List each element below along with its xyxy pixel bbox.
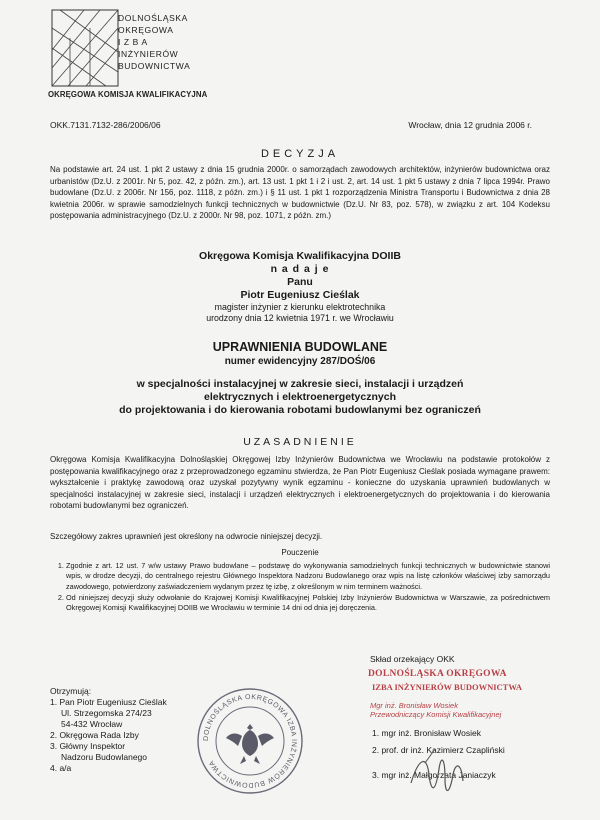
instructions-title: Pouczenie [281, 548, 319, 557]
license-block [50, 340, 550, 368]
logo-line: BUDOWNICTWA [118, 61, 191, 71]
grant-verb: n a d a j e [270, 263, 330, 275]
legal-basis: Na podstawie art. 24 ust. 1 pkt 2 ustawy z dnia 15 grudnia 2000r. o samorządach zawodowych architektów, inżynierów budownictwa oraz urbanistów (Dz.U. z 2001r. Nr 5, poz. 42, z późn. zm.), art. 13 ust. 1 pkt 1 i 2 i ust. 2, art. 14 ust. 1 pkt 5 ustawy z dnia 7 lipca 1994r. Prawo budowlane (Dz.U. z 2006r. Nr 156, poz. 1118, z późn. zm.) i § 11 ust. 1 pkt 1 rozporządzenia Ministra Transportu i Budownictwa z dnia 28 kwietnia 2006r. w sprawie samodzielnych funkcji technicznych w budownictwie (Dz.U. Nr 83, poz. 578), w związku z art. 104 Kodeksu postępowania administracyjnego (Dz.U. z 2000r. Nr 98, poz. 1071, z późn. zm.) [50, 165, 550, 220]
grant-block [50, 250, 550, 324]
recipient-line: Nadzoru Budowlanego [61, 752, 148, 762]
instruction-item: 2. Od niniejszej decyzji służy odwołanie do Krajowej Komisji Kwalifikacyjnej Polskiej Izby Inżynierów Budownictwa w Warszawie, za pośrednictwem Okręgowej Komisji Kwalifikacyjnej DOIIB we Wrocławiu w terminie 14 dni od dnia jej doręczenia. [66, 593, 550, 614]
stamp-line: Mgr inż. Bronisław Wosiek [370, 701, 458, 710]
justification-title: UZASADNIENIE [243, 436, 357, 448]
recipients-title: Otrzymują: [50, 686, 92, 696]
reference-number: OKK.7131.7132-286/2006/06 [50, 120, 161, 130]
logo-text [118, 12, 190, 72]
issue-date: Wrocław, dnia 12 grudnia 2006 r. [408, 120, 532, 130]
scope-line: w specjalności instalacyjnej w zakresie sieci, instalacji i urządzeń [136, 378, 464, 390]
recipient-line: 1. Pan Piotr Eugeniusz Cieślak [50, 697, 167, 707]
salutation: Panu [287, 276, 313, 288]
recipient-name: Piotr Eugeniusz Cieślak [240, 289, 360, 301]
license-scope [50, 378, 550, 417]
logo-caption: OKRĘGOWA KOMISJA KWALIFIKACYJNA [48, 90, 208, 99]
birth-info: urodzony dnia 12 kwietnia 1971 r. we Wrocławiu [206, 313, 394, 323]
logo-line: DOLNOŚLĄSKA [118, 13, 188, 23]
committee-member: 1. mgr inż. Bronisław Wosiek [372, 728, 481, 738]
stamp-line: IZBA INŻYNIERÓW BUDOWNICTWA [372, 682, 523, 692]
document-title: DECYZJA [260, 148, 340, 160]
recipient-line: 4. a/a [50, 763, 72, 773]
recipient-line: 54-432 Wrocław [61, 719, 123, 729]
justification-detail: Szczegółowy zakres uprawnień jest określony na odwrocie niniejszej decyzji. [50, 532, 323, 541]
justification-text: Okręgowa Komisja Kwalifikacyjna Dolnośląskiej Okręgowej Izby Inżynierów Budownictwa we Wrocławiu na podstawie protokołów z postępowania kwalifikacyjnego oraz z przeprowadzonego egzaminu stwierdza, że Pan Piotr Eugeniusz Cieślak posiada wymagane prawem: wykształcenie i praktykę zawodową oraz uzyskał pozytywny wynik egzaminu - konieczne do uzyskania uprawnień budowlanych w specjalności instalacyjnej w zakresie sieci, instalacji i urządzeń elektrycznych i elektroenergetycznych do projektowania i do kierowania robotami budowlanymi bez ograniczeń. [50, 455, 550, 510]
logo-line: I Z B A [118, 37, 148, 47]
scope-line: do projektowania i do kierowania robotami budowlanymi bez ograniczeń [119, 404, 481, 416]
license-number: numer ewidencyjny 287/DOŚ/06 [224, 356, 376, 367]
issuer: Okręgowa Komisja Kwalifikacyjna DOIIB [199, 250, 401, 262]
recipient-line: 2. Okręgowa Rada Izby [50, 730, 139, 740]
scope-line: elektrycznych i elektroenergetycznych [203, 391, 396, 403]
instruction-item: 1. Zgodnie z art. 12 ust. 7 w/w ustawy Prawo budowlane – podstawę do wykonywania samodzielnych funkcji technicznych w budownictwie stanowi wpis, w drodze decyzji, do centralnego rejestru Głównego Inspektora Nadzoru Budowlanego oraz wpis na listę członków właściwej izby samorządu zawodowego, potwierdzony zaświadczeniem wydanym przez tę izbę, z określonym w nim terminem ważności. [66, 561, 550, 592]
logo-line: OKRĘGOWA [118, 25, 174, 35]
committee-title: Skład orzekający OKK [370, 654, 455, 664]
signature-icon [405, 745, 475, 805]
instructions-list [50, 561, 550, 614]
license-title: UPRAWNIENIA BUDOWLANE [212, 340, 388, 354]
committee-member: 3. mgr inż. Małgorzata Janiaczyk [372, 770, 496, 780]
degree: magister inżynier z kierunku elektrotechnika [214, 302, 386, 312]
stamp-line: DOLNOŚLĄSKA OKRĘGOWA [368, 669, 507, 679]
stamp-line: Przewodniczący Komisji Kwalifikacyjnej [370, 710, 502, 719]
logo-line: INŻYNIERÓW [118, 49, 179, 59]
seal-ring-text: DOLNOŚLĄSKA OKRĘGOWA IZBA INŻYNIERÓW BUDOWNICTWA [202, 693, 298, 789]
recipient-line: 3. Główny Inspektor [50, 741, 126, 751]
recipient-line: Ul. Strzegomska 274/23 [61, 708, 152, 718]
committee-member: 2. prof. dr inż. Kazimierz Czapliński [372, 745, 505, 755]
chamber-logo-icon [50, 8, 120, 88]
official-seal-icon [195, 686, 305, 796]
recipients-block [50, 686, 167, 774]
